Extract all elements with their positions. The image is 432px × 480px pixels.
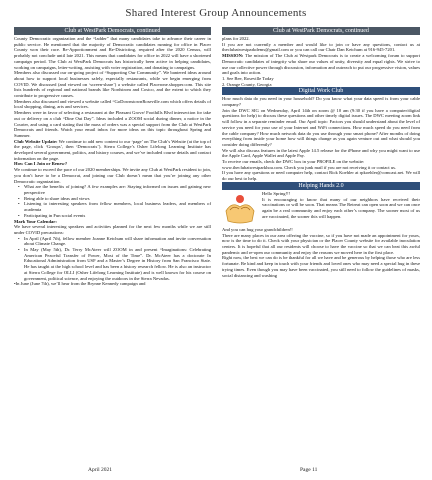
section-header: Helping Hands 2.0	[222, 182, 420, 190]
paragraph: Join the DWC SIG on Wednesday, April 14th on zoom @ 10 am (9:30 if you have a computer/digital questions for help) to discuss these questions and other timely digital issues. The DWC meeting zoom link will follow in a separate reminder email. Our April topic: Factors you should understand about the level of service you need for your use of your Internet and WiFi connections. How much speed do you need from the cable company? How much network data do you use through your smart phone? After months of doing everything from inside your home how will things change as you again venture out and what should you consider doing differently?	[222, 107, 420, 147]
list-item: • What are the benefits of joining? A few examples are: Staying informed on issues and gaining new perspective	[24, 184, 211, 195]
paragraph: If you are not currently a member and would like to join or have any questions, contact us at theclubatwestparkdems@gmail.com or you can call our Chair Dan Ketchum at 916-945-7201.	[222, 41, 420, 53]
paragraph: Members also discussed and viewed a website called “GoDownstownRoseville.com which offers details of local shopping, dining, arts and services.	[14, 98, 212, 110]
right-column	[222, 27, 420, 278]
list-item: • Participating in Fun social events	[24, 213, 211, 219]
subheading: How Can I Join or Renew?	[14, 161, 68, 167]
calendar-list	[24, 236, 211, 282]
left-column	[14, 27, 211, 287]
list-item: • In April (April 7th), fellow member Joanne Ketchum will share information and invite conversation about Climate Change.	[24, 236, 211, 247]
list-item: • In May (May 5th), Dr. Terry McAteer will ZOOM in and present “Imaginations: Celebrating American Peaceful Transfer of Power, Most of the Time”. Dr. McAteer has a doctorate In Educational Administration from USF and a Master’s Degree in History from San Francisco State. He has taught at the high school level and has been a history research fellow. He is also an instructor at Sierra College for OLLI (Osher Lifelong Learning Institute) and is well known for his course on government, political science, and enjoying the outdoors in the Sierra Nevadas.	[24, 247, 211, 281]
footnote: 1. See Bee, Roseville Today	[222, 75, 274, 81]
paragraph: To receive our emails, check the DWC box in your PROFILE on the website:	[222, 159, 365, 165]
paragraph: How much data do you need in your household? Do you know what your data speed is from your cable company?	[222, 96, 420, 108]
paragraph: Members were in favor of selecting a restaurant at the Pleasant Grove/ Foothills Blvd intersection for take out or delivery on a club “Dine Out Day”. Ideas included a ZOOM social during dinner, a notice in the Courier, and using a card stating that the mass of orders was a special support from the Club at WestPark Democrats and friends. Watch your email inbox for more ideas on this topic throughout Spring and Summer.	[14, 110, 211, 138]
paragraph: We continue to exceed the pace of our 2020 memberships. We invite any Club at WestPark resident to join, you don’t have to be a Democrat, and joining our Club doesn’t mean that you’re joining any other Democratic organization.	[14, 167, 211, 184]
paragraph: If you have any questions or need computer help, contact Rick Koehler at rpkoehler@comcast.net. We will do our best to help.	[222, 170, 420, 182]
section-header: Club at WestPark Democrats, continued	[222, 27, 420, 35]
paragraph: MISSION: The mission of The Club at Westpark Democrats is to create a welcoming forum to support Democratic candidates of integrity who share our values of unity, diversity and equal rights. We strive to use our collective power through discussion, information and outreach to put our progressive vision, values and goals into action.	[222, 53, 420, 76]
benefits-list	[24, 184, 211, 218]
paragraph: plans for 2022.	[222, 36, 250, 41]
paragraph: We will also discuss features in the latest Apple 14.5 release for the iPhone and why you might want to use the Apple Card, Apple Wallet and Apple Pay.	[222, 147, 420, 159]
paragraph: Hello Spring!!!	[262, 190, 291, 196]
paragraph: •In June (June 7th), we’ll hear from the Brynne Kennedy campaign and	[14, 281, 146, 287]
paragraph: We have several interesting speakers and activities planned for the next few months while we are still under COVID precautions:	[14, 224, 211, 235]
paragraph: Right now, the best we can do is be thankful for all we have and be generous by helping those who are less fortunate. Be kind and keep in touch with your friends and loved ones who may need a special hug in these trying times. Even though you may have been vaccinated, you still need to follow the guidelines of masks, social distancing and washing	[222, 255, 420, 278]
paragraph: And you can hug your grandchildren!!	[222, 226, 293, 232]
section-header: Digital Work Club	[222, 87, 420, 95]
website-link[interactable]: www.theclubatwestparkhoa.com. Check you junk mail if you are not receiving it or contact us.	[222, 164, 397, 170]
footnote: 2. Orange County, Georgia	[222, 81, 272, 87]
paragraph: Members also discussed our on-going project of “Supporting Our Community”. We bantered ideas around about how to support local businesses safely, especially restaurants, while we begin emerging from COVID. We discussed (and viewed on ‘screen-share’) a website called Placerone.shopper.com. This site lists hundreds of regional and national brands like Nordstrom and Costco, and the extent to which they contribute to progressive causes.	[14, 70, 211, 99]
paragraph: There are many places in our area offering the vaccine, so if you have not made an appointment for yours, now is the time to do it. Check with your physician or the Placer County website for available inoculation centers. It is hopeful that all our residents will choose to have the vaccine so that we can beat this awful pandemic and re-open our community and enjoy the reasons we moved here in the first place.	[222, 232, 420, 255]
footer-date: April 2021	[88, 467, 112, 473]
subheading: MISSION:	[222, 53, 244, 59]
footer-page: Page 11	[300, 467, 318, 473]
page-banner: Shared Interest Group Announcements	[125, 7, 307, 19]
subheading: Club Website Update:	[14, 138, 58, 144]
paragraph: Club Website Update: We continue to add new content to our ‘page’ on The Club’s Website (at the top of the page, click ‘Groups’, then ‘Democrats’). Sierra College’s Osher Lifelong Learning Institute has developed several government, politics, and history courses, and we’ve included course details and contact information on the page.	[14, 138, 212, 161]
paragraph: It is encouraging to know that many of our neighbors have received their vaccinations or will be soon. That means The Retreat can open soon and we can once again be a real community and enjoy each other’s company. The sooner most of us are vaccinated, the sooner this will happen.	[262, 196, 420, 219]
helping-hands-icon	[222, 191, 258, 227]
section-header: Club at WestPark Democrats, continued	[14, 27, 211, 35]
paragraph: County Democratic organization and the “ladder” that many candidates take to advance their career in public service. He mentioned that the majority of Democratic candidates running for office in Placer County won their race. Re-Apportionment and Re-Districting, required after the 2020 Census, will probably not conclude until late 2021. This means that candidates for office in 2022 will have a shortened campaign period. The Club at WestPark Democrats has historically been active in helping candidates, working on campaigns, letter-writing, assisting with voter registration, and donating to campaigns.	[14, 36, 211, 70]
list-item: • Being able to share ideas and views	[24, 196, 211, 202]
list-item: • Listening to interesting speakers from fellow members, local business leaders, and members of academia	[24, 201, 211, 212]
subheading: Mark Your Calendar:	[14, 218, 57, 224]
